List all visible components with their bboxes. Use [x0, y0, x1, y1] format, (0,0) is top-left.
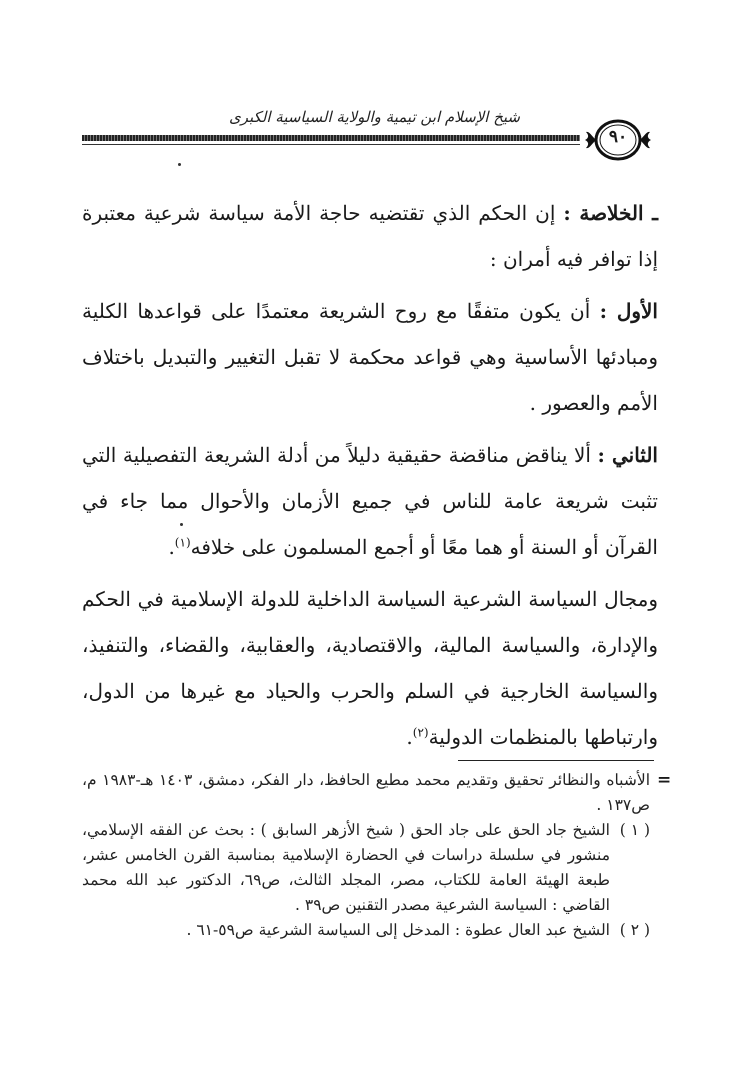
page-number: ٩٠	[608, 127, 628, 147]
running-title: شيخ الإسلام ابن تيمية والولاية السياسية الكبرى	[228, 108, 520, 126]
summary-lead: ـ الخلاصة :	[563, 201, 658, 225]
sentence-end: .	[406, 725, 413, 749]
footnote-1	[82, 818, 650, 918]
footnote-ref-2[interactable]: (٢)	[412, 725, 429, 740]
summary-text: إن الحكم الذي تقتضيه حاجة الأمة سياسة شرعية معتبرة إذا توافر فيه أمران :	[82, 201, 658, 271]
sentence-end: .	[168, 535, 175, 559]
scope-paragraph	[82, 576, 658, 760]
footnote-2	[82, 918, 650, 943]
footnote-separator	[458, 760, 654, 761]
second-condition-lead: الثاني :	[597, 443, 658, 467]
footnotes	[82, 768, 650, 943]
scope-text: ومجال السياسة الشرعية السياسة الداخلية للدولة الإسلامية في الحكم والإدارة، والسياسة المالية، والاقتصادية، والعقابية، والقضاء، والتنفيذ، والسياسة الخارجية في السلم والحرب والحياد مع غيرها من الدول، وارتباطها بالمنظمات الدولية	[82, 587, 658, 749]
first-condition-text: أن يكون متفقًا مع روح الشريعة معتمدًا على قواعدها الكلية ومبادئها الأساسية وهي قواعد محكمة لا تقبل التغيير والتبديل باختلاف الأمم والعصور .	[82, 299, 658, 415]
footnote-ref-1[interactable]: (١)	[174, 535, 191, 550]
main-text	[82, 190, 658, 760]
second-condition-paragraph	[82, 432, 658, 570]
footnote-continuation: الأشباه والنظائر تحقيق وتقديم محمد مطيع الحافظ، دار الفكر، دمشق، ١٤٠٣ هـ-١٩٨٣ م، ص١٣٧ .	[82, 771, 650, 814]
header-rule-thin	[82, 144, 580, 145]
footnote-2-mark: ( ٢ )	[619, 921, 650, 939]
footnote-1-text: الشيخ جاد الحق على جاد الحق ( شيخ الأزهر السابق ) : بحث عن الفقه الإسلامي، منشور في سلسلة دراسات في الحضارة الإسلامية بمناسبة القرن الخامس عشر، طبعة الهيئة العامة للكتاب، مصر، المجلد الثالث، ص٦٩، الدكتور عبد الله محمد القاضي : السياسة الشرعية مصدر التقنين ص٣٩ .	[82, 821, 610, 914]
footnote-continuation-mark: =	[657, 770, 672, 790]
summary-paragraph	[82, 190, 658, 282]
footnote-1-mark: ( ١ )	[619, 821, 650, 839]
header-rule	[82, 135, 580, 141]
footnote-2-text: الشيخ عبد العال عطوة : المدخل إلى السياسة الشرعية ص٥٩-٦١ .	[186, 921, 610, 939]
first-condition-lead: الأول :	[599, 299, 658, 323]
page-number-badge	[583, 113, 653, 167]
second-condition-text: ألا يناقض مناقضة حقيقية دليلاً من أدلة الشريعة التفصيلية التي تثبت شريعة عامة للناس في جميع الأزمان والأحوال مما جاء في القرآن أو السنة أو هما معًا أو أجمع المسلمون على خلافه	[82, 443, 658, 559]
first-condition-paragraph	[82, 288, 658, 426]
speck-mark	[178, 163, 181, 166]
